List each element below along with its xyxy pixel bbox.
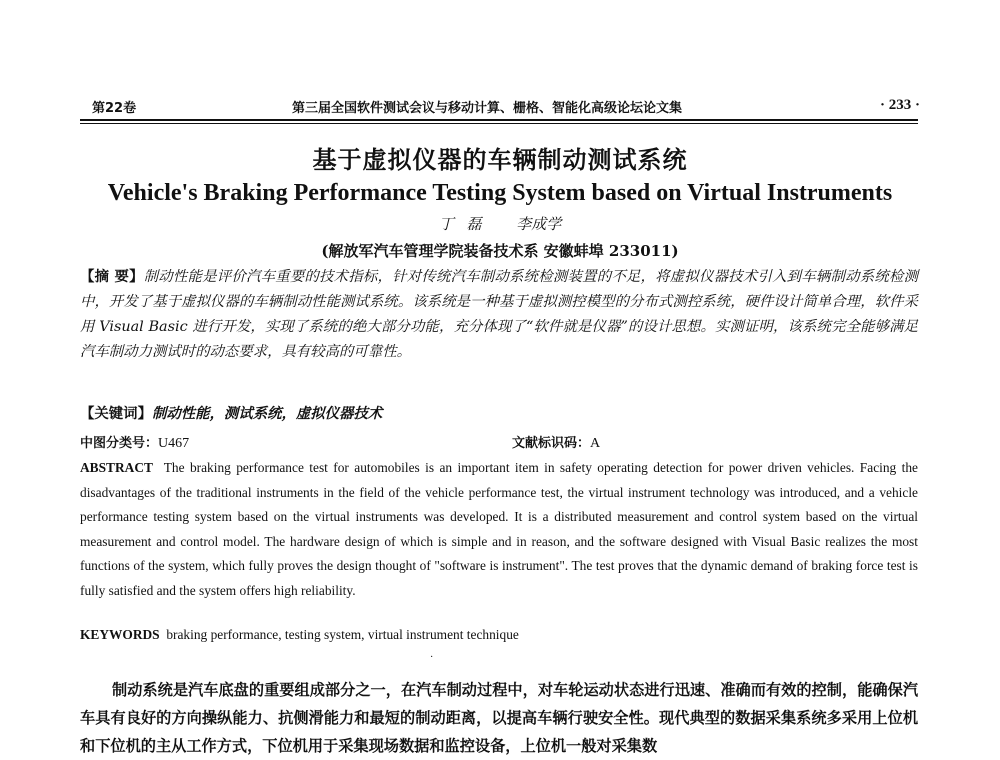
header-rule-thick bbox=[80, 119, 918, 121]
clc-value: U467 bbox=[158, 436, 190, 451]
keywords-en-label: KEYWORDS bbox=[80, 627, 160, 642]
clc-label: 中图分类号： bbox=[80, 436, 159, 451]
keywords-chinese bbox=[80, 402, 918, 423]
abstract-en-label: ABSTRACT bbox=[80, 460, 153, 475]
body-paragraph: 制动系统是汽车底盘的重要组成部分之一，在汽车制动过程中，对车轮运动状态进行迅速、准确而有效的控制，能确保汽车具有良好的方向操纵能力、抗侧滑能力和最短的制动距离，以提高车辆行驶安全性。现代典型的数据采集系统多采用上位机和下位机的主从工作方式，下位机用于采集现场数据和监控设备，上位机一般对采集数 bbox=[80, 681, 918, 755]
volume-number: 第22卷 bbox=[92, 101, 137, 116]
abstract-cn-text: 制动性能是评价汽车重要的技术指标，针对传统汽车制动系统检测装置的不足，将虚拟仪器技术引入到车辆制动系统检测中，开发了基于虚拟仪器的车辆制动性能测试系统。该系统是一种基于虚拟测控模型的分布式测控系统，硬件设计简单合理，软件采用 Visual Basic 进行开发，实现了系统的绝大部分功能，充分体现了“软件就是仪器”的设计思想。实测证明，该系统完全能够满足汽车制动力测试时的动态要求，具有较高的可靠性。 bbox=[80, 269, 918, 360]
document-code bbox=[512, 432, 600, 452]
classification-row bbox=[80, 432, 918, 452]
affiliation: (解放军汽车管理学院装备技术系 安徽蚌埠 233011) bbox=[321, 242, 679, 260]
keywords-en-text: braking performance, testing system, virtual instrument technique bbox=[166, 627, 519, 642]
abstract-english bbox=[80, 456, 918, 603]
author-name: 李成学 bbox=[516, 215, 562, 233]
abstract-cn-label: 【摘 要】 bbox=[80, 269, 144, 285]
author-list bbox=[0, 213, 1000, 234]
clc-number bbox=[80, 432, 189, 452]
separator-dot: · bbox=[430, 652, 434, 663]
keywords-english bbox=[80, 627, 918, 643]
keywords-cn-text: 制动性能，测试系统，虚拟仪器技术 bbox=[151, 405, 383, 422]
title-english: Vehicle's Braking Performance Testing System based on Virtual Instruments bbox=[107, 180, 893, 206]
doc-code-value: A bbox=[590, 436, 601, 451]
keywords-cn-label: 【关键词】 bbox=[80, 406, 152, 422]
proceedings-title: 第三届全国软件测试会议与移动计算、栅格、智能化高级论坛论文集 bbox=[292, 101, 683, 116]
abstract-chinese bbox=[80, 265, 918, 365]
page-number: · 233 · bbox=[879, 97, 920, 113]
header-rule-thin bbox=[80, 123, 918, 124]
running-header bbox=[80, 97, 920, 117]
title-chinese: 基于虚拟仪器的车辆制动测试系统 bbox=[312, 146, 688, 174]
abstract-en-text: The braking performance test for automobiles is an important item in safety operating detection for power driven vehicles. Facing the disadvantages of the traditional instruments in the field of the vehicle performance test, the virtual instrument technology was introduced, and a vehicle performance testing system based on the virtual instruments was developed. It is a distributed measurement and control system based on the virtual measurement and control model. The hardware design of which is simple and in reason, and the software designed with Visual Basic realizes the most functions of the system, which fully proves the design thought of "software is instrument". The test proves that the dynamic demand of braking force test is fully satisfied and the system offers high reliability. bbox=[80, 460, 918, 598]
doc-code-label: 文献标识码： bbox=[512, 436, 591, 451]
author-name: 丁 磊 bbox=[438, 215, 482, 233]
